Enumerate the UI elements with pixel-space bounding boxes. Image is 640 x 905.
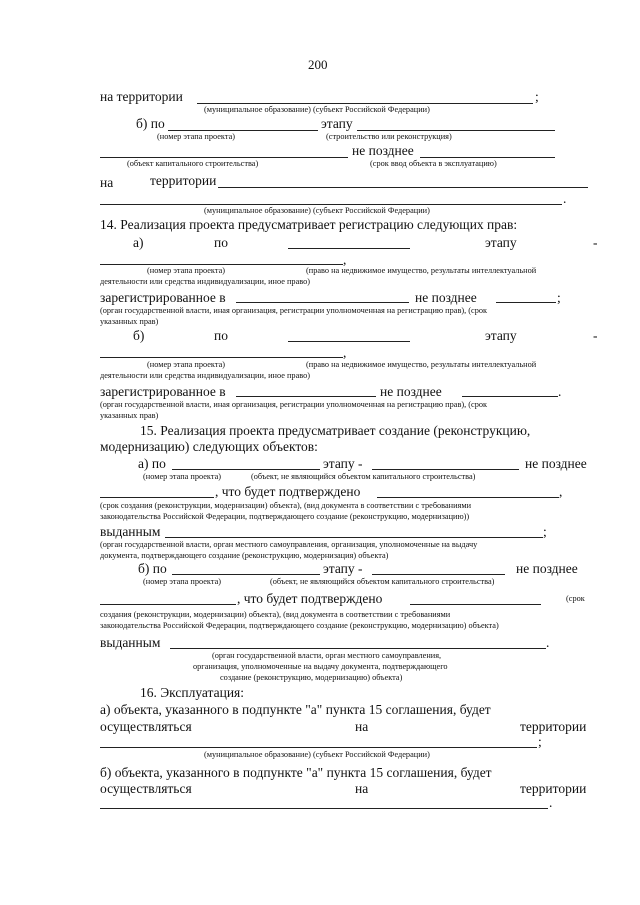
deadline-blank	[420, 157, 555, 158]
caption: (номер этапа проекта)	[147, 360, 226, 369]
deadline-label: не позднее	[525, 456, 587, 471]
caption: (срок создания (реконструкции, модернизации) объекта), (вид документа в соответствии с требованиями	[100, 501, 472, 510]
caption: (орган государственной власти, иная организация, регистрации уполномоченная на регистрацию прав), (срок	[100, 400, 488, 409]
deadline-label: не позднее	[415, 290, 477, 305]
item-b-label: б) по	[136, 116, 165, 131]
caption: (объект, не являющийся объектом капитального строительства)	[251, 472, 476, 481]
authority-blank	[236, 302, 409, 303]
stage-label: этапу	[485, 235, 517, 250]
caption: законодательства Российской Федерации, подтверждающего создание (реконструкцию, модернизацию))	[100, 512, 470, 521]
section-15-heading-cont: модернизацию) следующих объектов:	[100, 439, 318, 454]
caption: (объект, не являющийся объектом капитального строительства)	[270, 577, 495, 586]
territory-blank	[100, 808, 548, 809]
deadline-label: не позднее	[380, 384, 442, 399]
territory-blank	[218, 187, 588, 188]
caption: (номер этапа проекта)	[143, 472, 222, 481]
caption: законодательства Российской Федерации, подтверждающего создание (реконструкцию, модернизацию) объекта)	[100, 621, 499, 630]
caption: (срок	[566, 594, 585, 603]
caption: указанных прав)	[100, 317, 159, 326]
item-a-label: а) по	[138, 456, 166, 471]
registered-label: зарегистрированное в	[100, 384, 226, 399]
item-b-label: б) по	[138, 561, 167, 576]
stage-blank	[288, 341, 410, 342]
dash: -	[593, 235, 598, 250]
item-a-label: а)	[133, 235, 144, 250]
territory-blank-2	[100, 204, 562, 205]
caption: (номер этапа проекта)	[143, 577, 222, 586]
issuer-blank	[170, 648, 546, 649]
stage-label: этапу -	[323, 456, 363, 471]
territory-blank	[197, 103, 533, 104]
semicolon: ;	[535, 89, 539, 104]
territory-blank	[100, 747, 537, 748]
caption: (муниципальное образование) (субъект Российской Федерации)	[204, 206, 430, 215]
deadline-blank	[496, 302, 556, 303]
semicolon: ;	[538, 734, 542, 749]
caption: создания (реконструкции, модернизации) объекта), (вид документа в соответствии с требованиями	[100, 610, 451, 619]
comma: ,	[559, 484, 563, 499]
caption: (орган государственной власти, иная организация, регистрации уполномоченная на регистрацию прав), (срок	[100, 306, 488, 315]
caption: (объект капитального строительства)	[127, 159, 259, 168]
caption: деятельности или средства индивидуализации, иное право)	[100, 277, 311, 286]
caption: деятельности или средства индивидуализации, иное право)	[100, 371, 311, 380]
issued-label: выданным	[100, 524, 161, 539]
stage-blank	[168, 130, 318, 131]
document-blank	[410, 604, 541, 605]
semicolon: ;	[557, 290, 561, 305]
exercise-label: осуществляться	[100, 719, 192, 734]
confirm-label: , что будет подтверждено	[237, 591, 383, 606]
construction-blank	[357, 130, 555, 131]
na-label: на	[100, 175, 114, 190]
item-b-text: б) объекта, указанного в подпункте "а" пункта 15 соглашения, будет	[100, 765, 492, 780]
stage-blank	[288, 248, 410, 249]
caption: (номер этапа проекта)	[157, 132, 236, 141]
stage-label: этапу	[321, 116, 353, 131]
deadline-blank	[462, 396, 558, 397]
semicolon: ;	[543, 524, 547, 539]
territory-label: территории	[520, 719, 587, 734]
deadline-label: не позднее	[352, 143, 414, 158]
item-b-label: б)	[133, 328, 145, 343]
comma: ,	[343, 345, 347, 360]
deadline-label: не позднее	[516, 561, 578, 576]
caption: организация, уполномоченные на выдачу документа, подтверждающего	[193, 662, 448, 671]
stage-blank	[172, 469, 320, 470]
section-14-heading: 14. Реализация проекта предусматривает регистрацию следующих прав:	[100, 217, 518, 232]
period: .	[549, 795, 553, 810]
period: .	[558, 384, 562, 399]
authority-blank	[236, 396, 376, 397]
comma: ,	[343, 252, 347, 267]
territory-label: на территории	[100, 89, 183, 104]
document-blank	[377, 497, 559, 498]
object-blank	[372, 574, 505, 575]
caption: (орган государственной власти, орган местного самоуправления, организация, уполномоченные на выдачу	[100, 540, 478, 549]
page-number: 200	[308, 57, 328, 72]
right-blank	[100, 357, 343, 358]
caption: (муниципальное образование) (субъект Российской Федерации)	[204, 750, 430, 759]
stage-label: этапу -	[323, 561, 363, 576]
po-label: по	[214, 235, 228, 250]
caption: (право на недвижимое имущество, результаты интеллектуальной	[306, 266, 537, 275]
right-blank	[100, 264, 343, 265]
dash: -	[593, 328, 598, 343]
issued-label: выданным	[100, 635, 161, 650]
period: .	[546, 635, 550, 650]
registered-label: зарегистрированное в	[100, 290, 226, 305]
section-15-heading: 15. Реализация проекта предусматривает создание (реконструкцию,	[140, 423, 531, 438]
territory-label: территории	[520, 781, 587, 796]
caption: (орган государственной власти, орган местного самоуправления,	[212, 651, 442, 660]
na-label: на	[355, 719, 369, 734]
item-a-text: а) объекта, указанного в подпункте "а" пункта 15 соглашения, будет	[100, 702, 491, 717]
stage-label: этапу	[485, 328, 517, 343]
caption: (номер этапа проекта)	[147, 266, 226, 275]
confirm-label: , что будет подтверждено	[215, 484, 361, 499]
object-blank	[100, 157, 348, 158]
issuer-blank	[165, 537, 543, 538]
section-16-heading: 16. Эксплуатация:	[140, 685, 245, 700]
caption: (муниципальное образование) (субъект Российской Федерации)	[204, 105, 430, 114]
na-label: на	[355, 781, 369, 796]
deadline-blank	[100, 497, 214, 498]
deadline-blank	[100, 604, 236, 605]
caption: (строительство или реконструкция)	[326, 132, 452, 141]
po-label: по	[214, 328, 228, 343]
exercise-label: осуществляться	[100, 781, 192, 796]
stage-blank	[172, 574, 320, 575]
caption: документа, подтверждающего создание (реконструкцию, модернизация) объекта)	[100, 551, 389, 560]
period: .	[563, 191, 567, 206]
caption: указанных прав)	[100, 411, 159, 420]
territory-label: территории	[150, 173, 217, 188]
caption: создание (реконструкцию, модернизацию) объекта)	[220, 673, 403, 682]
object-blank	[372, 469, 519, 470]
caption: (право на недвижимое имущество, результаты интеллектуальной	[306, 360, 537, 369]
caption: (срок ввод объекта в эксплуатацию)	[370, 159, 497, 168]
